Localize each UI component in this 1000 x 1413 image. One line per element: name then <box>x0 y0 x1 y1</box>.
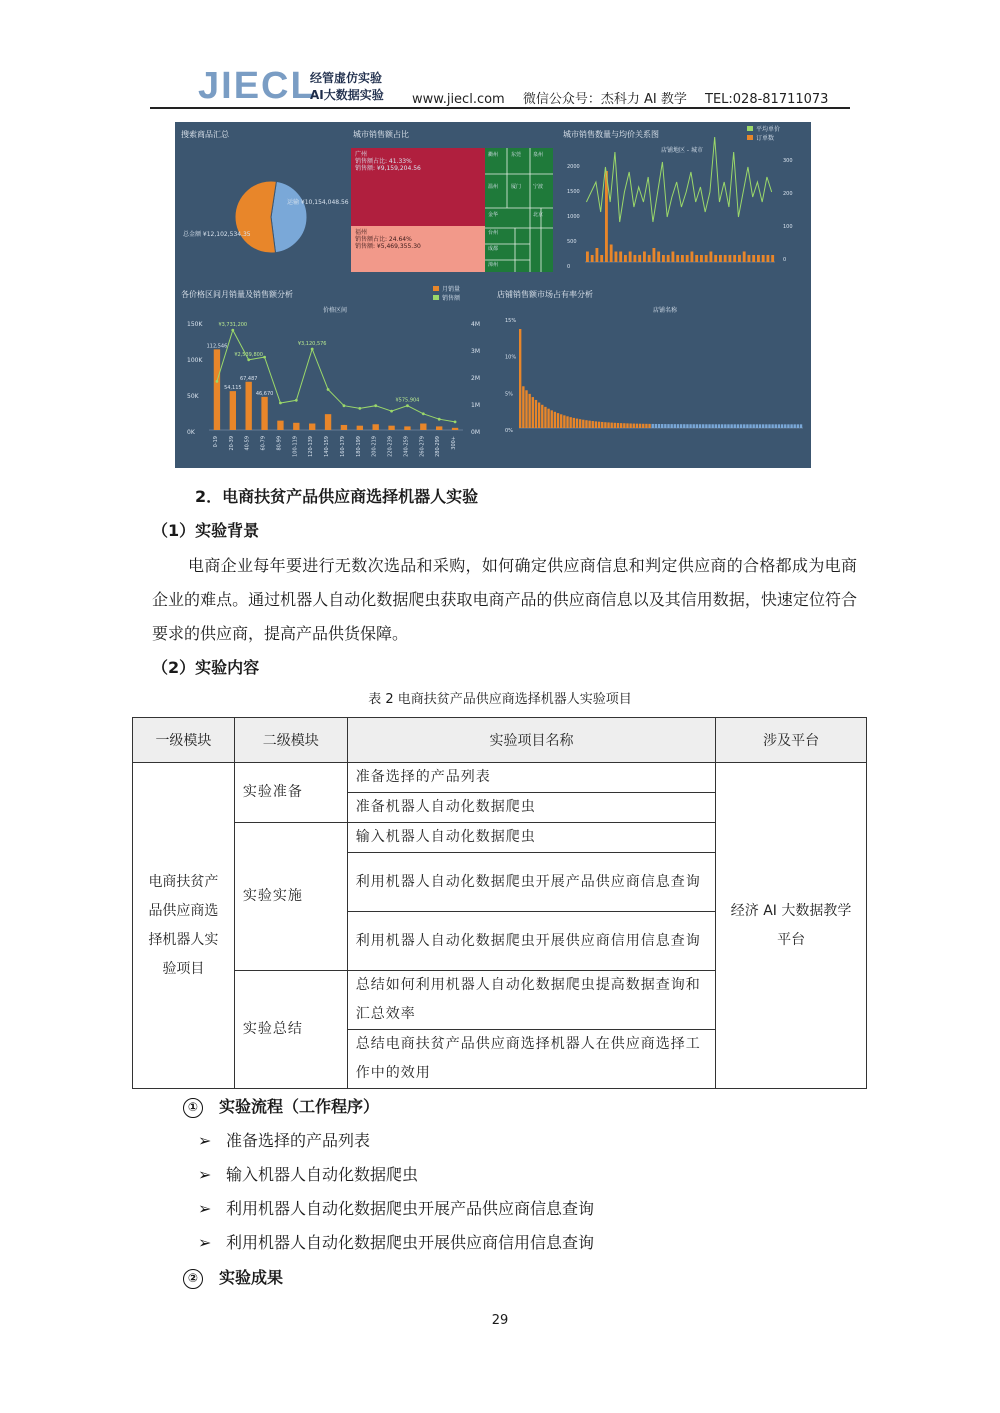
city-bar <box>738 255 741 262</box>
pareto-bar <box>699 424 701 428</box>
price-bar <box>325 414 331 430</box>
legend-month-sales: 月销量 <box>442 286 461 293</box>
pareto-bar <box>734 424 736 428</box>
treemap-guangzhou-share: 销售额占比: 41.33% <box>355 158 412 165</box>
treemap-label-guangzhou: 广州 <box>355 151 368 158</box>
pareto-bar <box>585 420 587 428</box>
cell-item: 利用机器人自动化数据爬虫开展供应商信用信息查询 <box>347 912 715 971</box>
city-bar <box>662 255 665 262</box>
city-bar <box>643 252 646 263</box>
city-bar <box>767 255 770 262</box>
city-bar <box>733 255 736 262</box>
pie-label-transport: 运输 ¥10,154,048.56 <box>287 199 349 206</box>
treemap-guangzhou-sales: 销售额: ¥9,159,204.56 <box>355 165 421 172</box>
jiecl-logo: JIECL <box>198 65 316 107</box>
pareto-bar <box>753 424 755 428</box>
pareto-bar <box>519 329 521 428</box>
city-bar <box>596 248 599 262</box>
experiment-table <box>132 717 867 1089</box>
pareto-bar <box>737 424 739 428</box>
city-bar <box>634 255 637 262</box>
pareto-bar <box>522 386 524 428</box>
step-item: ➢ 利用机器人自动化数据爬虫开展供应商信用信息查询 <box>198 1233 595 1252</box>
price-x-tick: 140-159 <box>324 436 331 457</box>
treemap-small-label: 温州 <box>488 184 499 190</box>
arrow-bullet-icon: ➢ <box>198 1199 212 1218</box>
price-bar <box>277 421 283 430</box>
price-revenue-label: ¥3,731,200 <box>218 322 248 329</box>
pareto-bar <box>652 424 654 428</box>
price-revenue-point <box>438 418 441 421</box>
city-y2-tick: 200 <box>783 191 793 197</box>
pareto-bar <box>677 424 679 428</box>
subheading-content: （2）实验内容 <box>152 658 260 677</box>
pareto-bar <box>765 424 767 428</box>
treemap-small-label: 东莞 <box>511 152 522 158</box>
wechat-text: 微信公众号：杰科力 AI 教学 <box>522 92 687 107</box>
header-rule <box>150 107 850 109</box>
city-bar-line-chart <box>567 137 793 270</box>
price-revenue-point <box>231 329 234 332</box>
price-y2-tick: 4M <box>471 321 480 328</box>
pareto-bar <box>582 420 584 428</box>
city-bar <box>591 255 594 262</box>
flow-number: ① <box>183 1098 203 1118</box>
city-y-tick: 1500 <box>567 189 580 195</box>
price-revenue-point <box>454 421 457 424</box>
pareto-bar <box>528 394 530 428</box>
pareto-y-tick: 15% <box>505 318 517 324</box>
pareto-bar <box>547 409 549 428</box>
pareto-bar <box>579 419 581 428</box>
pareto-bar <box>604 422 606 428</box>
pareto-bar <box>569 417 571 428</box>
arrow-bullet-icon: ➢ <box>198 1165 212 1184</box>
pareto-bar <box>629 423 631 428</box>
pareto-bar <box>705 424 707 428</box>
treemap-label-fuzhou: 福州 <box>355 229 368 236</box>
table-header-row <box>133 718 867 763</box>
price-revenue-label: ¥575,904 <box>395 397 420 404</box>
city-bar <box>700 255 703 262</box>
city-bar <box>686 255 689 262</box>
city-bar <box>771 255 774 262</box>
panel-title-city-share: 城市销售额占比 <box>353 130 409 139</box>
treemap-small-label: 金华 <box>488 212 499 218</box>
price-bar <box>214 349 220 430</box>
city-y-tick: 500 <box>567 239 577 245</box>
price-y-tick: 150K <box>187 321 203 328</box>
price-revenue-point <box>343 404 346 407</box>
city-bar <box>624 255 627 262</box>
legend-swatch-month <box>433 286 439 291</box>
pareto-bar <box>598 422 600 428</box>
pareto-bar <box>790 424 792 428</box>
dashboard-screenshot <box>175 122 811 468</box>
pareto-bar <box>797 424 799 428</box>
pareto-bar <box>746 424 748 428</box>
pareto-bar <box>645 424 647 428</box>
price-chart-sub: 价格区间 <box>323 307 348 314</box>
price-revenue-point <box>216 380 219 383</box>
arrow-bullet-icon: ➢ <box>198 1233 212 1252</box>
result-title: 实验成果 <box>219 1268 284 1287</box>
pareto-bar <box>730 424 732 428</box>
pie-slice-1 <box>235 181 276 253</box>
pareto-bar <box>541 405 543 428</box>
price-bar <box>373 424 379 430</box>
pareto-y-tick: 0% <box>505 428 513 434</box>
price-x-tick: 60-79 <box>260 436 267 451</box>
page-header <box>150 60 850 110</box>
pareto-bar <box>787 424 789 428</box>
pareto-bar <box>538 402 540 428</box>
pareto-bar <box>642 424 644 428</box>
pareto-bar <box>781 424 783 428</box>
pareto-bar <box>756 424 758 428</box>
city-y-tick: 0 <box>567 264 571 270</box>
treemap-fuzhou-share: 销售额占比: 24.64% <box>355 236 412 243</box>
price-x-tick: 100-119 <box>292 436 299 457</box>
pareto-bar <box>639 424 641 428</box>
header-item-name: 实验项目名称 <box>347 718 715 763</box>
price-x-tick: 280-299 <box>435 436 442 457</box>
price-x-tick: 120-139 <box>308 436 315 457</box>
result-heading <box>183 1265 283 1289</box>
price-revenue-label: ¥3,120,576 <box>297 341 327 347</box>
pareto-bar <box>554 412 556 428</box>
price-y-tick: 0K <box>187 429 195 436</box>
city-bar <box>681 255 684 262</box>
price-bar <box>293 423 299 430</box>
pareto-bar <box>708 424 710 428</box>
pareto-bar <box>683 424 685 428</box>
pareto-bar <box>718 424 720 428</box>
price-bar <box>309 424 315 430</box>
panel-title-product-summary: 搜索商品汇总 <box>181 130 229 139</box>
city-bar <box>724 255 727 262</box>
cell-group-prepare: 实验准备 <box>234 763 347 823</box>
legend-orders: 订单数 <box>756 135 775 142</box>
pareto-bar <box>601 422 603 428</box>
price-x-tick: 40-59 <box>244 436 251 451</box>
step-item: ➢ 准备选择的产品列表 <box>198 1131 371 1150</box>
city-y-tick: 1000 <box>567 214 580 220</box>
treemap-small-label: 北京 <box>533 212 544 218</box>
cell-item: 准备机器人自动化数据爬虫 <box>347 793 715 823</box>
pareto-bar <box>648 424 650 428</box>
city-bar <box>586 252 589 263</box>
pareto-bar <box>633 424 635 428</box>
pareto-bar <box>771 424 773 428</box>
price-y-tick: 100K <box>187 357 203 364</box>
pareto-bar <box>623 423 625 428</box>
pareto-bar <box>636 424 638 428</box>
city-y2-tick: 300 <box>783 158 793 164</box>
price-bar <box>261 397 267 430</box>
pareto-bar <box>715 424 717 428</box>
pareto-bar <box>592 421 594 428</box>
pareto-bar <box>588 421 590 428</box>
city-bar <box>710 252 713 263</box>
price-x-tick: 200-219 <box>371 436 378 457</box>
treemap-block-others <box>485 148 553 272</box>
price-bar-label: 112,546 <box>206 343 228 350</box>
cell-group-summary: 实验总结 <box>234 971 347 1089</box>
pie-slice-0 <box>271 181 307 252</box>
price-bar-label: 54,115 <box>224 385 242 392</box>
price-revenue-point <box>247 358 250 361</box>
pareto-bar <box>532 397 534 428</box>
cell-item: 总结电商扶贫产品供应商选择机器人在供应商选择工作中的效用 <box>347 1030 715 1089</box>
price-bar <box>420 424 426 430</box>
panel-title-city-price: 城市销售数量与均价关系图 <box>563 130 659 139</box>
pareto-bar <box>595 421 597 428</box>
city-bar <box>648 255 651 262</box>
price-revenue-point <box>374 404 377 407</box>
pareto-bar <box>620 423 622 428</box>
pareto-chart-sub: 店铺名称 <box>653 307 678 314</box>
city-bar <box>695 255 698 262</box>
treemap-small-label: 成都 <box>488 246 499 252</box>
page-number: 29 <box>491 1313 509 1328</box>
panel-title-store-share: 店铺销售额市场占有率分析 <box>497 290 593 299</box>
pareto-bar <box>727 424 729 428</box>
city-chart-sub: 店铺地区 - 城市 <box>661 147 703 154</box>
pareto-bar <box>724 424 726 428</box>
pareto-bar <box>711 424 713 428</box>
price-y-tick: 50K <box>187 393 199 400</box>
price-y2-tick: 2M <box>471 375 480 382</box>
pareto-bar <box>794 424 796 428</box>
price-bar-label: 67,487 <box>239 375 258 382</box>
city-bar <box>672 252 675 263</box>
city-y2-tick: 0 <box>783 257 787 263</box>
city-bar <box>638 255 641 262</box>
arrow-bullet-icon: ➢ <box>198 1131 212 1150</box>
price-revenue-point <box>358 407 361 410</box>
city-bar <box>657 252 660 263</box>
price-x-tick: 80-99 <box>276 436 283 451</box>
subheading-background: （1）实验背景 <box>152 521 260 540</box>
treemap-small-label: 漳州 <box>488 262 499 268</box>
cell-item: 利用机器人自动化数据爬虫开展产品供应商信息查询 <box>347 853 715 912</box>
city-bar <box>619 252 622 263</box>
dashboard-svg <box>175 122 811 468</box>
price-y2-tick: 0M <box>471 429 480 436</box>
pareto-bar <box>626 423 628 428</box>
city-bar <box>629 252 632 263</box>
pie-label-total: 总金额 ¥12,102,534.35 <box>183 231 251 238</box>
pareto-bar <box>544 407 546 428</box>
section-heading: 2．电商扶贫产品供应商选择机器人实验 <box>195 487 479 506</box>
pareto-bar <box>557 413 559 428</box>
legend-swatch-revenue <box>433 295 439 300</box>
city-bar <box>748 255 751 262</box>
city-bar <box>600 255 603 262</box>
price-bar <box>230 391 236 430</box>
price-revenue-point <box>406 404 409 407</box>
pareto-bar <box>573 418 575 428</box>
pareto-bar <box>775 424 777 428</box>
pareto-bar <box>607 422 609 428</box>
pareto-bar <box>740 424 742 428</box>
price-revenue-point <box>295 399 298 402</box>
price-y2-tick: 1M <box>471 402 480 409</box>
store-share-chart <box>505 318 803 434</box>
pareto-bar <box>576 419 578 428</box>
price-x-tick: 20-39 <box>228 436 235 451</box>
pareto-bar <box>667 424 669 428</box>
pareto-bar <box>702 424 704 428</box>
price-revenue-point <box>422 412 425 415</box>
logo-subtitle: 经管虚仿实验 AI大数据实验 <box>310 71 384 102</box>
result-number: ② <box>183 1269 203 1289</box>
price-bar <box>388 426 394 430</box>
city-y2-tick: 100 <box>783 224 793 230</box>
pareto-bar <box>721 424 723 428</box>
city-y-tick: 2000 <box>567 164 580 170</box>
city-bar <box>729 255 732 262</box>
pareto-bar <box>674 424 676 428</box>
price-range-chart <box>187 321 480 457</box>
price-x-tick: 240-259 <box>403 436 410 457</box>
price-revenue-point <box>327 388 330 391</box>
price-revenue-point <box>390 410 393 413</box>
pareto-bar <box>670 424 672 428</box>
flow-heading <box>183 1094 379 1118</box>
price-x-tick: 260-279 <box>419 436 426 457</box>
panel-title-price-range: 各价格区间月销量及销售额分析 <box>181 290 293 299</box>
website-link[interactable]: www.jiecl.com <box>412 92 505 107</box>
price-revenue-point <box>279 402 282 405</box>
price-x-tick: 160-179 <box>339 436 346 457</box>
background-paragraph: 电商企业每年要进行无数次选品和采购，如何确定供应商信息和判定供应商的合格都成为电商企业的难点。通过机器人自动化数据爬虫获取电商产品的供应商信息以及其信用数据，快速定位符合要求的供应商，提高产品供货保障。 <box>152 556 857 643</box>
pareto-bar <box>566 416 568 428</box>
city-bar <box>691 252 694 263</box>
pareto-bar <box>743 424 745 428</box>
header-platform: 涉及平台 <box>716 718 867 763</box>
pareto-bar <box>686 424 688 428</box>
pareto-bar <box>614 423 616 428</box>
city-bar <box>676 255 679 262</box>
price-bar <box>246 382 252 430</box>
cell-group-implement: 实验实施 <box>234 823 347 971</box>
city-bar <box>667 255 670 262</box>
city-bar <box>653 248 656 262</box>
table-row <box>133 763 867 793</box>
city-bar <box>719 255 722 262</box>
header-level2: 二级模块 <box>234 718 347 763</box>
tel-text: TEL:028-81711073 <box>705 92 829 107</box>
price-revenue-point <box>263 356 266 359</box>
pareto-bar <box>560 414 562 428</box>
pareto-bar <box>658 424 660 428</box>
price-x-tick: 300+ <box>451 436 458 450</box>
header-level1: 一级模块 <box>133 718 235 763</box>
price-x-tick: 0-19 <box>212 436 219 448</box>
cell-item: 输入机器人自动化数据爬虫 <box>347 823 715 853</box>
city-bar <box>743 252 746 263</box>
pareto-bar <box>664 424 666 428</box>
pareto-bar <box>525 390 527 428</box>
pareto-bar <box>762 424 764 428</box>
city-bar <box>705 255 708 262</box>
pareto-y-tick: 5% <box>505 391 513 398</box>
pareto-bar <box>563 415 565 428</box>
price-x-tick: 180-199 <box>355 436 362 457</box>
price-y2-tick: 3M <box>471 348 480 355</box>
pareto-bar <box>768 424 770 428</box>
city-bar <box>752 255 755 262</box>
pareto-bar <box>693 424 695 428</box>
city-bar <box>762 255 765 262</box>
pareto-bar <box>655 424 657 428</box>
legend-swatch-avgprice <box>747 126 753 131</box>
treemap-fuzhou-sales: 销售额: ¥5,469,355.30 <box>355 243 421 250</box>
price-revenue-label: ¥2,539,800 <box>234 351 264 358</box>
legend-revenue: 销售额 <box>442 295 461 302</box>
pie-chart <box>235 181 307 253</box>
city-bar <box>610 245 613 263</box>
cell-item: 准备选择的产品列表 <box>347 763 715 793</box>
price-bar-label: 46,670 <box>255 390 274 397</box>
legend-avgprice: 平均单价 <box>756 126 781 133</box>
price-bar <box>452 428 458 430</box>
treemap-small-label: 宁波 <box>533 184 544 190</box>
pareto-y-tick: 10% <box>505 354 517 361</box>
price-bar <box>357 426 363 430</box>
cell-item: 总结如何利用机器人自动化数据爬虫提高数据查询和汇总效率 <box>347 971 715 1030</box>
city-bar <box>615 252 618 263</box>
pareto-bar <box>778 424 780 428</box>
header-contact <box>412 88 842 107</box>
cell-platform: 经济 AI 大数据教学平台 <box>716 763 867 1089</box>
pareto-bar <box>749 424 751 428</box>
flow-title: 实验流程（工作程序） <box>219 1097 380 1116</box>
city-bar <box>714 255 717 262</box>
pareto-bar <box>661 424 663 428</box>
pareto-bar <box>535 400 537 428</box>
treemap-chart <box>351 148 553 272</box>
pareto-bar <box>696 424 698 428</box>
treemap-small-label: 泉州 <box>533 152 544 158</box>
pareto-bar <box>611 423 613 428</box>
cell-level1: 电商扶贫产品供应商选择机器人实验项目 <box>133 763 235 1089</box>
price-bar <box>341 425 347 430</box>
step-item: ➢ 输入机器人自动化数据爬虫 <box>198 1165 419 1184</box>
table-caption: 表 2 电商扶贫产品供应商选择机器人实验项目 <box>368 692 632 707</box>
pareto-bar <box>800 424 802 428</box>
price-x-tick: 220-239 <box>387 436 394 457</box>
pareto-bar <box>759 424 761 428</box>
price-revenue-point <box>311 348 314 351</box>
treemap-small-label: 厦门 <box>511 184 522 190</box>
legend-swatch-orders <box>747 135 753 140</box>
price-bar <box>436 426 442 430</box>
pareto-bar <box>617 423 619 428</box>
pareto-bar <box>551 410 553 428</box>
step-item: ➢ 利用机器人自动化数据爬虫开展产品供应商信息查询 <box>198 1199 595 1218</box>
city-bar <box>757 255 760 262</box>
pareto-bar <box>689 424 691 428</box>
treemap-small-label: 台州 <box>488 230 499 236</box>
treemap-small-label: 衢州 <box>488 152 499 158</box>
price-bar <box>404 426 410 430</box>
pareto-bar <box>784 424 786 428</box>
pareto-bar <box>680 424 682 428</box>
